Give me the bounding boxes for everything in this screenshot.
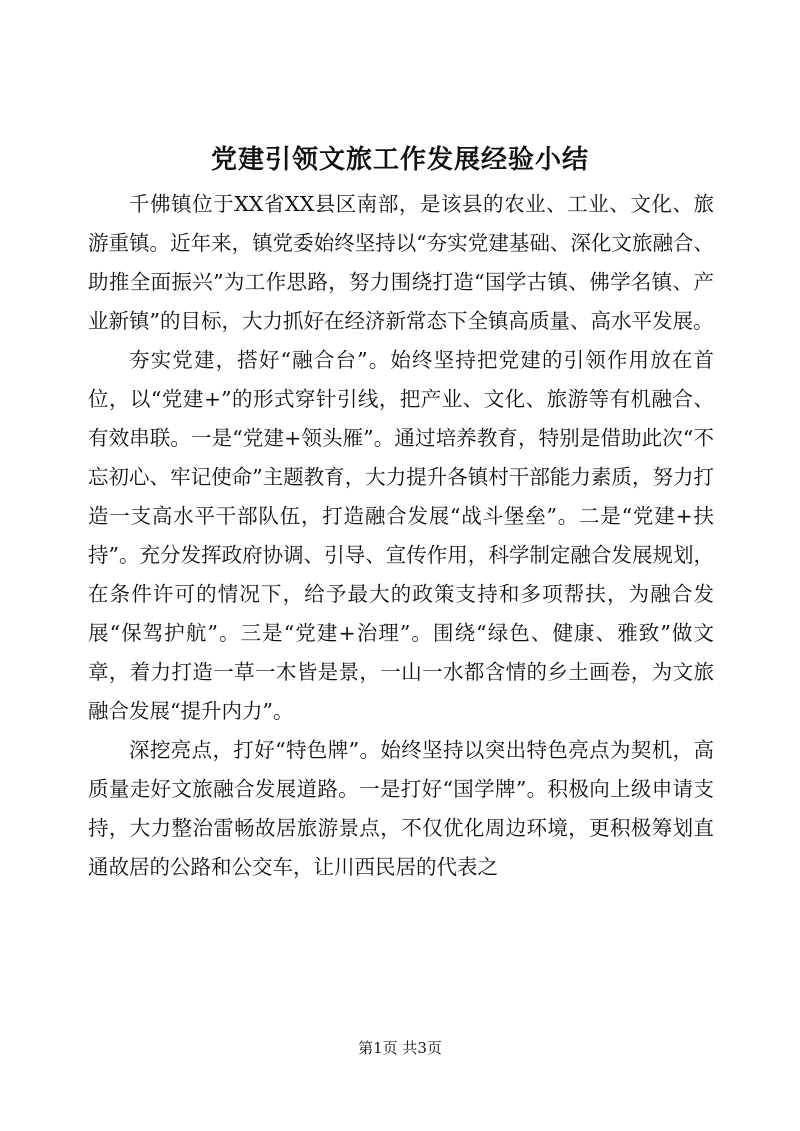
paragraph-highlights: 深挖亮点，打好“特色牌”。始终坚持以突出特色亮点为契机，高质量走好文旅融合发展道路。一是打好“国学牌”。积极向上级申请支持，大力整治雷畅故居旅游景点，不仅优化周边环境，更积极筹划直通故居的公路和公交车，让川西民居的代表之 — [88, 738, 714, 879]
paragraph-intro: 千佛镇位于XX省XX县区南部，是该县的农业、工业、文化、旅游重镇。近年来，镇党委始终坚持以“夯实党建基础、深化文旅融合、助推全面振兴”为工作思路，努力围绕打造“国学古镇、佛学名镇、产业新镇”的目标，大力抓好在经济新常态下全镇高质量、高水平发展。 — [88, 192, 714, 333]
page-footer: 第1页 共3页 — [358, 1039, 442, 1057]
document-body — [88, 185, 714, 887]
document-title: 党建引领文旅工作发展经验小结 — [210, 145, 589, 175]
paragraph-party-building: 夯实党建，搭好“融合台”。始终坚持把党建的引领作用放在首位，以“党建+”的形式穿针引线，把产业、文化、旅游等有机融合、有效串联。一是“党建+领头雁”。通过培养教育，特别是借助此次“不忘初心、牢记使命”主题教育，大力提升各镇村干部能力素质，努力打造一支高水平干部队伍，打造融合发展“战斗堡垒”。二是“党建+扶持”。充分发挥政府协调、引导、宣传作用，科学制定融合发展规划，在条件许可的情况下，给予最大的政策支持和多项帮扶，为融合发展“保驾护航”。三是“党建+治理”。围绕“绿色、健康、雅致”做文章，着力打造一草一木皆是景，一山一水都含情的乡土画卷，为文旅融合发展“提升内力”。 — [88, 348, 714, 723]
